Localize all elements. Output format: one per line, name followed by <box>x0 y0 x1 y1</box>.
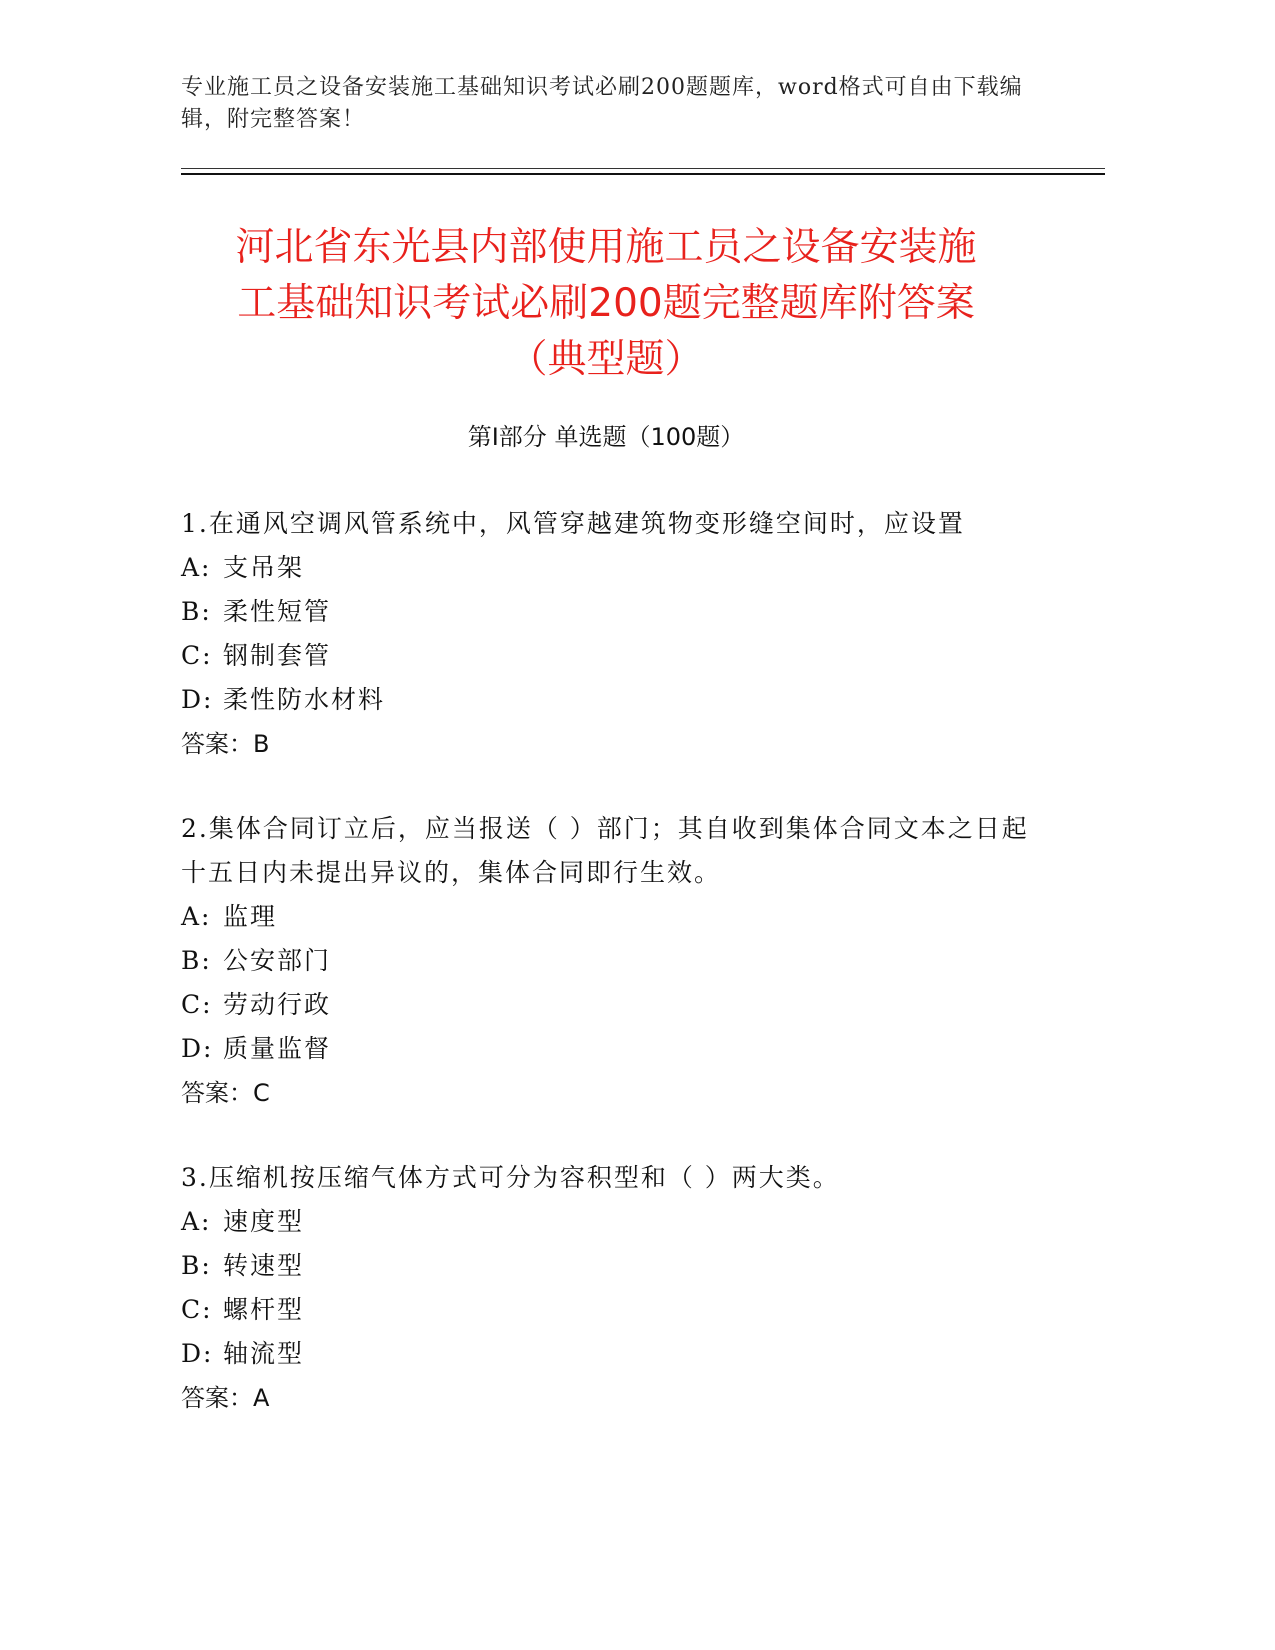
option-text: 劳动行政 <box>223 990 332 1019</box>
option-b <box>181 1244 1041 1288</box>
answer-line: 答案：C <box>181 1079 270 1107</box>
title-line-2: 工基础知识考试必刷200题完整题库附答案 <box>237 281 975 326</box>
option-letter: D: <box>181 1339 214 1368</box>
option-a <box>181 895 1041 939</box>
question-1 <box>181 502 1041 766</box>
option-text: 速度型 <box>223 1207 305 1236</box>
header-divider-thick <box>181 173 1105 175</box>
option-text: 柔性短管 <box>223 597 332 626</box>
option-c <box>181 634 1041 678</box>
option-b <box>181 939 1041 983</box>
section-heading: 第Ⅰ部分 单选题（100题） <box>467 423 745 451</box>
option-letter: A: <box>181 902 212 931</box>
question-text: 1.在通风空调风管系统中，风管穿越建筑物变形缝空间时，应设置 <box>181 509 965 538</box>
question-text: 3.压缩机按压缩气体方式可分为容积型和（ ）两大类。 <box>181 1163 840 1192</box>
option-letter: C: <box>181 1295 213 1324</box>
option-letter: C: <box>181 641 213 670</box>
option-letter: B: <box>181 597 212 626</box>
title-line-1: 河北省东光县内部使用施工员之设备安装施 <box>235 225 977 270</box>
option-letter: D: <box>181 1034 214 1063</box>
header-divider-thin <box>181 168 1105 169</box>
option-text: 柔性防水材料 <box>223 685 386 714</box>
option-d <box>181 678 1041 722</box>
option-text: 支吊架 <box>223 553 305 582</box>
option-text: 公安部门 <box>223 946 332 975</box>
option-letter: C: <box>181 990 213 1019</box>
answer-line: 答案：B <box>181 730 270 758</box>
document-title <box>181 220 1031 388</box>
option-letter: D: <box>181 685 214 714</box>
option-letter: B: <box>181 946 212 975</box>
option-text: 质量监督 <box>223 1034 332 1063</box>
question-3 <box>181 1156 1041 1420</box>
option-text: 轴流型 <box>223 1339 305 1368</box>
option-d <box>181 1027 1041 1071</box>
option-d <box>181 1332 1041 1376</box>
option-a <box>181 1200 1041 1244</box>
option-text: 转速型 <box>223 1251 305 1280</box>
option-letter: A: <box>181 553 212 582</box>
option-text: 监理 <box>223 902 278 931</box>
option-c <box>181 983 1041 1027</box>
option-a <box>181 546 1041 590</box>
header-note: 专业施工员之设备安装施工基础知识考试必刷200题题库，word格式可自由下载编辑，附完整答案！ <box>181 75 1023 132</box>
option-letter: B: <box>181 1251 212 1280</box>
question-text: 2.集体合同订立后，应当报送（ ）部门；其自收到集体合同文本之日起十五日内未提出异议的，集体合同即行生效。 <box>181 814 1029 887</box>
option-letter: A: <box>181 1207 212 1236</box>
option-text: 钢制套管 <box>223 641 332 670</box>
option-text: 螺杆型 <box>223 1295 305 1324</box>
answer-line: 答案：A <box>181 1384 270 1412</box>
option-c <box>181 1288 1041 1332</box>
option-b <box>181 590 1041 634</box>
title-line-3: （典型题） <box>508 337 704 382</box>
question-2 <box>181 807 1041 1115</box>
